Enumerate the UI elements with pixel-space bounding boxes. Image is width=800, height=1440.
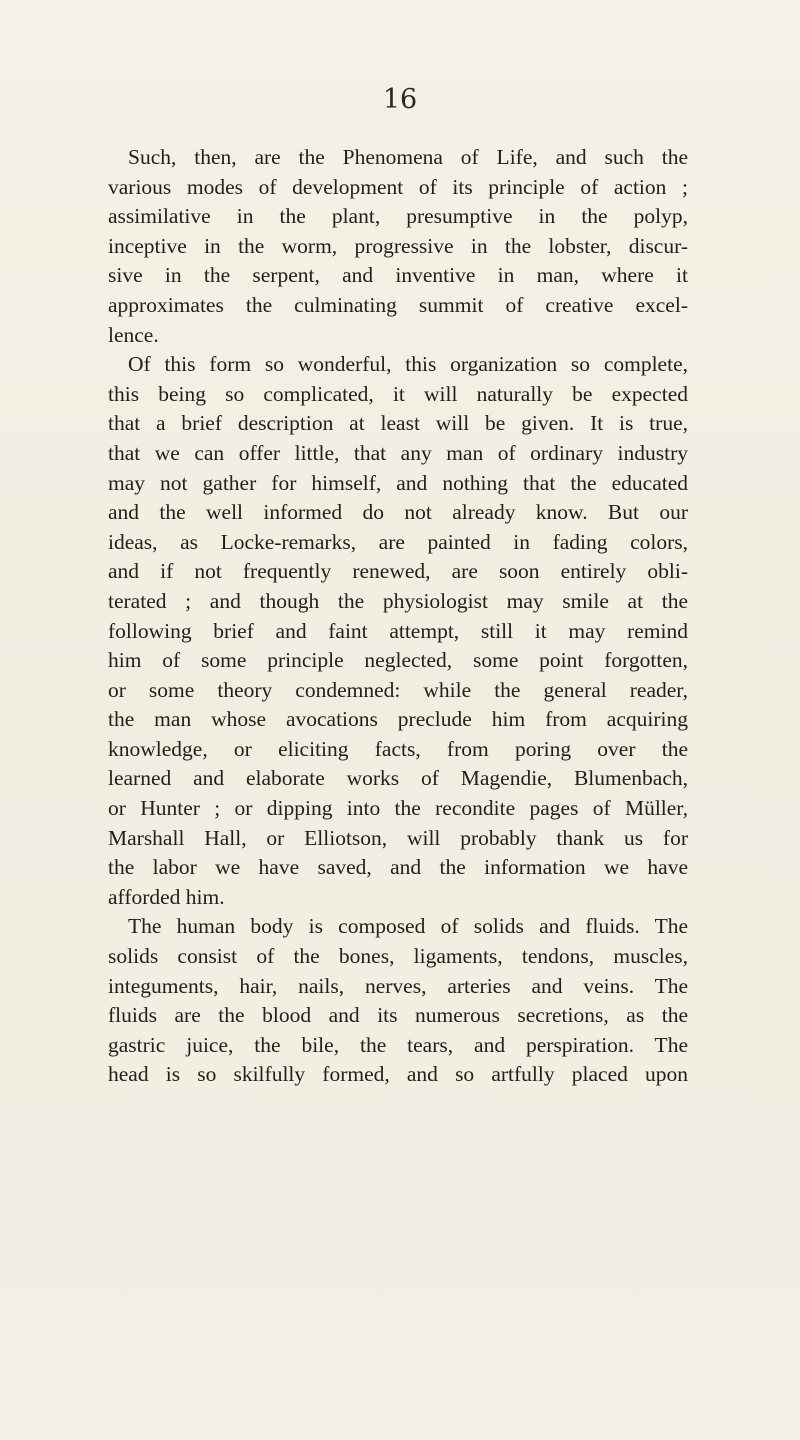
page-number: 16 — [382, 84, 418, 115]
text-line: solids consist of the bones, ligaments, tendons, muscles, — [108, 944, 688, 969]
text-line: and the well informed do not already know. But our — [108, 500, 688, 525]
text-line: terated ; and though the physiologist may smile at the — [108, 588, 688, 613]
text-line: integuments, hair, nails, nerves, arteries and veins. The — [108, 973, 688, 998]
text-line: inceptive in the worm, progressive in the lobster, discur- — [108, 233, 688, 258]
text-line: this being so complicated, it will naturally be expected — [108, 381, 688, 406]
text-line: knowledge, or eliciting facts, from poring over the — [108, 736, 688, 761]
text-line: or Hunter ; or dipping into the recondite pages of Müller, — [108, 796, 688, 821]
text-line: the labor we have saved, and the information we have — [108, 855, 688, 880]
paragraph-1 — [108, 143, 688, 350]
text-line: sive in the serpent, and inventive in man, where it — [108, 263, 688, 288]
text-line: or some theory condemned: while the general reader, — [108, 677, 688, 702]
text-line: him of some principle neglected, some point forgotten, — [108, 648, 688, 673]
text-line: and if not frequently renewed, are soon entirely obli- — [108, 559, 688, 584]
text-line: ideas, as Locke-remarks, are painted in fading colors, — [108, 529, 688, 554]
text-line: gastric juice, the bile, the tears, and perspiration. The — [108, 1032, 688, 1057]
text-line: fluids are the blood and its numerous secretions, as the — [108, 1003, 688, 1028]
text-line: that a brief description at least will be given. It is true, — [108, 411, 688, 436]
text-line: the man whose avocations preclude him from acquiring — [108, 707, 688, 732]
text-line: that we can offer little, that any man of ordinary industry — [108, 440, 688, 465]
text-line: lence. — [108, 322, 159, 347]
text-line: following brief and faint attempt, still it may remind — [108, 618, 688, 643]
text-line: may not gather for himself, and nothing that the educated — [108, 470, 688, 495]
text-line: The human body is composed of solids and fluids. The — [128, 914, 688, 939]
text-line: approximates the culminating summit of creative excel- — [108, 292, 688, 317]
body-text — [108, 143, 688, 1090]
text-line: various modes of development of its principle of action ; — [108, 174, 688, 199]
text-line: head is so skilfully formed, and so artfully placed upon — [108, 1062, 688, 1087]
paragraph-2 — [108, 350, 688, 912]
text-line: assimilative in the plant, presumptive in the polyp, — [108, 204, 688, 229]
text-line: afforded him. — [108, 884, 225, 909]
text-line: Such, then, are the Phenomena of Life, and such the — [128, 145, 688, 169]
text-line: learned and elaborate works of Magendie, Blumenbach, — [108, 766, 688, 791]
text-line: Of this form so wonderful, this organization so complete, — [128, 352, 688, 377]
text-line: Marshall Hall, or Elliotson, will probably thank us for — [108, 825, 688, 850]
paragraph-3 — [108, 912, 688, 1090]
